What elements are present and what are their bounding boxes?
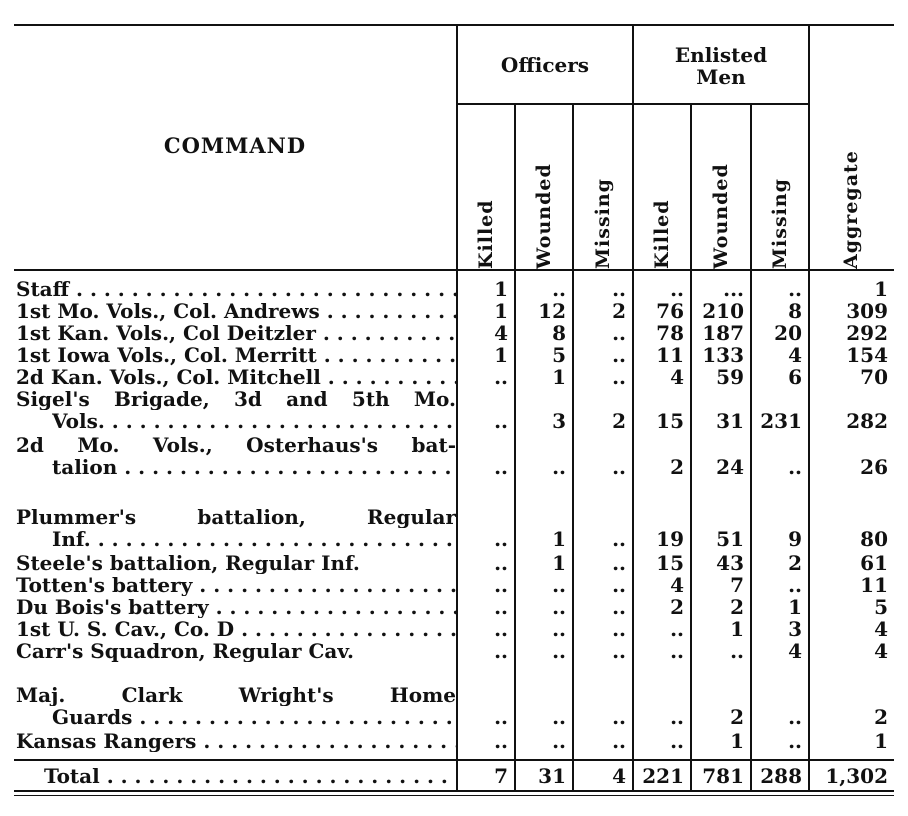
officers-killed-value: 1 xyxy=(494,299,508,323)
enlisted-killed-value: .. xyxy=(670,277,684,301)
enlisted-missing-value: 20 xyxy=(774,321,802,345)
officers-wounded-value: 12 xyxy=(538,299,566,323)
total-label: Total . . . xyxy=(44,765,456,787)
officers-killed-value: .. xyxy=(494,705,508,729)
officers-wounded-value: 1 xyxy=(552,527,566,551)
enlisted-killed-value: .. xyxy=(670,617,684,641)
enlisted-killed-value: 76 xyxy=(656,299,684,323)
aggregate-value: 26 xyxy=(860,455,888,479)
aggregate-value: 2 xyxy=(874,705,888,729)
aggregate-header: Aggregate xyxy=(840,150,862,269)
officers-killed-value: 1 xyxy=(494,343,508,367)
enlisted-missing-value: 231 xyxy=(760,409,802,433)
enlisted-wounded-value: 31 xyxy=(716,409,744,433)
command-label-continued: talion . . . xyxy=(52,456,456,478)
enlisted-missing-value: 6 xyxy=(788,365,802,389)
enlisted-wounded-value: 7 xyxy=(730,573,744,597)
total-aggregate: 1,302 xyxy=(825,764,888,788)
officers-missing-value: .. xyxy=(612,551,626,575)
officers-missing-value: .. xyxy=(612,455,626,479)
command-label: Staff . . . xyxy=(16,278,456,300)
total-row xyxy=(0,765,908,787)
officers-wounded-value: 1 xyxy=(552,551,566,575)
officers-wounded-value: .. xyxy=(552,705,566,729)
officers-missing-value: .. xyxy=(612,321,626,345)
top-rule xyxy=(14,24,894,26)
table-row xyxy=(0,278,908,300)
total-officers-wounded: 31 xyxy=(538,764,566,788)
command-label: 2d Kan. Vols., Col. Mitchell . . . xyxy=(16,366,456,388)
officers-missing-header: Missing xyxy=(592,178,614,269)
command-label: Carr's Squadron, Regular Cav. xyxy=(16,640,354,662)
officers-killed-value: .. xyxy=(494,729,508,753)
enlisted-missing-header: Missing xyxy=(769,178,791,269)
enlisted-wounded-value: 133 xyxy=(702,343,744,367)
enlisted-killed-value: 2 xyxy=(670,595,684,619)
command-label: Maj. Clark Wright's Home xyxy=(16,684,456,706)
aggregate-value: 292 xyxy=(846,321,888,345)
table-row xyxy=(0,684,908,728)
officers-wounded-value: .. xyxy=(552,617,566,641)
aggregate-value: 80 xyxy=(860,527,888,551)
aggregate-value: 309 xyxy=(846,299,888,323)
enlisted-missing-value: 4 xyxy=(788,639,802,663)
aggregate-value: 1 xyxy=(874,277,888,301)
total-top-rule xyxy=(14,759,894,761)
enlisted-missing-value: 1 xyxy=(788,595,802,619)
table-row xyxy=(0,552,908,574)
officers-missing-value: .. xyxy=(612,617,626,641)
officers-killed-value: .. xyxy=(494,595,508,619)
enlisted-killed-value: 78 xyxy=(656,321,684,345)
officers-killed-value: .. xyxy=(494,455,508,479)
officers-missing-value: .. xyxy=(612,573,626,597)
table-row xyxy=(0,596,908,618)
table-row xyxy=(0,574,908,596)
aggregate-value: 282 xyxy=(846,409,888,433)
officers-killed-value: .. xyxy=(494,409,508,433)
enlisted-missing-value: 8 xyxy=(788,299,802,323)
command-label: Totten's battery . . . xyxy=(16,574,456,596)
enlisted-missing-value: 3 xyxy=(788,617,802,641)
officers-wounded-value: .. xyxy=(552,277,566,301)
officers-wounded-value: .. xyxy=(552,639,566,663)
command-label: 1st U. S. Cav., Co. D . . . xyxy=(16,618,456,640)
officers-missing-value: 2 xyxy=(612,299,626,323)
officers-header: Officers xyxy=(500,53,590,77)
enlisted-killed-value: 11 xyxy=(656,343,684,367)
enlisted-killed-value: 4 xyxy=(670,365,684,389)
officers-killed-value: .. xyxy=(494,365,508,389)
enlisted-missing-value: .. xyxy=(788,573,802,597)
table-row xyxy=(0,730,908,752)
aggregate-value: 154 xyxy=(846,343,888,367)
officers-missing-value: .. xyxy=(612,639,626,663)
aggregate-value: 61 xyxy=(860,551,888,575)
enlisted-missing-value: .. xyxy=(788,277,802,301)
table-row xyxy=(0,366,908,388)
enlisted-header-line2: Men xyxy=(696,65,746,89)
enlisted-missing-value: 4 xyxy=(788,343,802,367)
enlisted-killed-value: 4 xyxy=(670,573,684,597)
enlisted-wounded-value: 187 xyxy=(702,321,744,345)
command-label: 1st Kan. Vols., Col Deitzler . . . xyxy=(16,322,456,344)
total-officers-missing: 4 xyxy=(612,764,626,788)
subheader-rule xyxy=(458,103,810,105)
officers-missing-value: .. xyxy=(612,729,626,753)
officers-killed-value: 4 xyxy=(494,321,508,345)
officers-missing-value: .. xyxy=(612,595,626,619)
enlisted-wounded-value: ... xyxy=(723,277,744,301)
aggregate-value: 4 xyxy=(874,639,888,663)
enlisted-killed-value: .. xyxy=(670,729,684,753)
total-enlisted-wounded: 781 xyxy=(702,764,744,788)
enlisted-wounded-value: 1 xyxy=(730,729,744,753)
aggregate-value: 4 xyxy=(874,617,888,641)
command-label: Kansas Rangers . . . xyxy=(16,730,456,752)
aggregate-value: 1 xyxy=(874,729,888,753)
command-label-continued: Vols. . . . xyxy=(52,410,456,432)
command-label-continued: Inf. . . . xyxy=(52,528,456,550)
command-label: Du Bois's battery . . . xyxy=(16,596,456,618)
enlisted-wounded-value: 1 xyxy=(730,617,744,641)
bottom-rule-1 xyxy=(14,790,894,792)
table-row xyxy=(0,300,908,322)
table-row xyxy=(0,388,908,432)
officers-missing-value: .. xyxy=(612,365,626,389)
enlisted-wounded-value: 24 xyxy=(716,455,744,479)
total-officers-killed: 7 xyxy=(494,764,508,788)
enlisted-killed-value: .. xyxy=(670,639,684,663)
officers-missing-value: .. xyxy=(612,527,626,551)
enlisted-wounded-value: 2 xyxy=(730,595,744,619)
command-label: Sigel's Brigade, 3d and 5th Mo. xyxy=(16,388,456,410)
enlisted-wounded-value: 210 xyxy=(702,299,744,323)
command-header: COMMAND xyxy=(163,133,307,158)
officers-killed-value: .. xyxy=(494,573,508,597)
officers-missing-value: .. xyxy=(612,343,626,367)
table-row xyxy=(0,506,908,550)
officers-wounded-value: 1 xyxy=(552,365,566,389)
table-row xyxy=(0,640,908,662)
aggregate-value: 70 xyxy=(860,365,888,389)
table-row xyxy=(0,434,908,478)
enlisted-killed-value: 15 xyxy=(656,551,684,575)
officers-missing-value: .. xyxy=(612,277,626,301)
officers-wounded-value: .. xyxy=(552,729,566,753)
enlisted-wounded-value: 2 xyxy=(730,705,744,729)
officers-wounded-value: 8 xyxy=(552,321,566,345)
officers-wounded-value: .. xyxy=(552,595,566,619)
enlisted-wounded-value: 51 xyxy=(716,527,744,551)
officers-missing-value: 2 xyxy=(612,409,626,433)
command-label: 1st Iowa Vols., Col. Merritt . . . xyxy=(16,344,456,366)
total-enlisted-missing: 288 xyxy=(760,764,802,788)
table-row xyxy=(0,618,908,640)
enlisted-wounded-value: 59 xyxy=(716,365,744,389)
enlisted-missing-value: .. xyxy=(788,705,802,729)
enlisted-wounded-value: .. xyxy=(730,639,744,663)
total-enlisted-killed: 221 xyxy=(642,764,684,788)
command-label: Plummer's battalion, Regular xyxy=(16,506,456,528)
enlisted-killed-value: .. xyxy=(670,705,684,729)
enlisted-missing-value: .. xyxy=(788,455,802,479)
officers-missing-value: .. xyxy=(612,705,626,729)
command-label: 1st Mo. Vols., Col. Andrews . . . xyxy=(16,300,456,322)
officers-wounded-value: 5 xyxy=(552,343,566,367)
enlisted-killed-value: 15 xyxy=(656,409,684,433)
officers-killed-header: Killed xyxy=(475,199,497,269)
aggregate-value: 11 xyxy=(860,573,888,597)
enlisted-wounded-value: 43 xyxy=(716,551,744,575)
enlisted-killed-value: 2 xyxy=(670,455,684,479)
officers-killed-value: .. xyxy=(494,527,508,551)
command-label: Steele's battalion, Regular Inf. xyxy=(16,552,360,574)
officers-wounded-value: .. xyxy=(552,455,566,479)
enlisted-missing-value: 9 xyxy=(788,527,802,551)
officers-killed-value: .. xyxy=(494,639,508,663)
officers-killed-value: 1 xyxy=(494,277,508,301)
table-row xyxy=(0,322,908,344)
officers-wounded-value: 3 xyxy=(552,409,566,433)
table-row xyxy=(0,344,908,366)
officers-wounded-value: .. xyxy=(552,573,566,597)
header-bottom-rule xyxy=(14,269,894,271)
bottom-rule-2 xyxy=(14,795,894,796)
aggregate-value: 5 xyxy=(874,595,888,619)
enlisted-missing-value: 2 xyxy=(788,551,802,575)
enlisted-header-line1: Enlisted xyxy=(674,43,768,67)
enlisted-wounded-header: Wounded xyxy=(710,163,732,269)
command-label-continued: Guards . . . xyxy=(52,706,456,728)
officers-killed-value: .. xyxy=(494,551,508,575)
enlisted-killed-header: Killed xyxy=(651,199,673,269)
command-label: 2d Mo. Vols., Osterhaus's bat- xyxy=(16,434,456,456)
officers-killed-value: .. xyxy=(494,617,508,641)
officers-wounded-header: Wounded xyxy=(533,163,555,269)
enlisted-killed-value: 19 xyxy=(656,527,684,551)
enlisted-missing-value: .. xyxy=(788,729,802,753)
